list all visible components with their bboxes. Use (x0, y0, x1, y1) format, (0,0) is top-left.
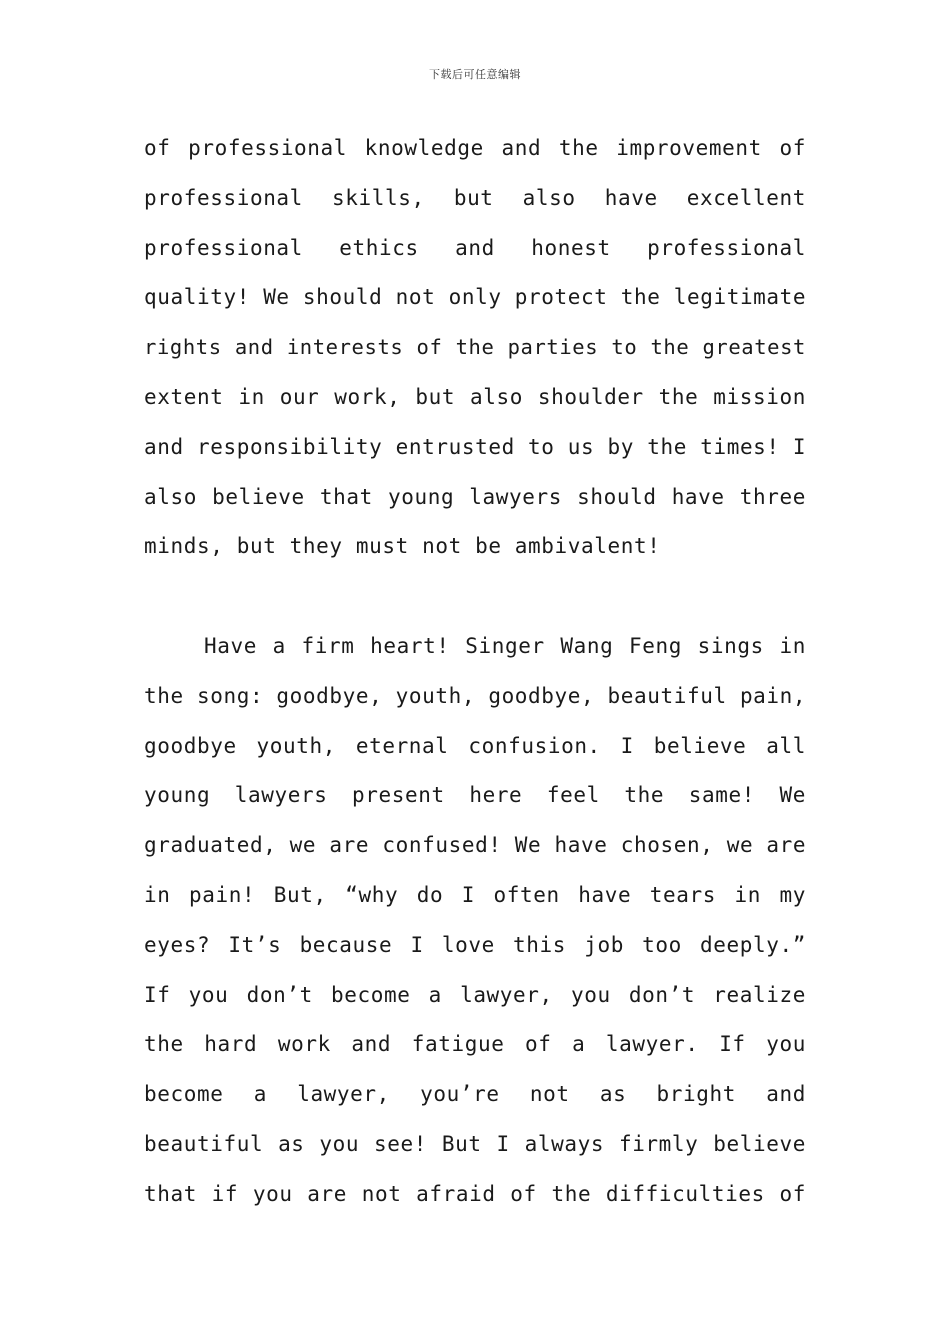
text-line: also believe that young lawyers should have three (144, 484, 806, 509)
text-line: minds, but they must not be ambivalent! (144, 534, 661, 559)
text-line: professional ethics and honest professional (144, 235, 806, 260)
text-line: eyes? It’s because I love this job too deeply.” (144, 932, 806, 957)
text-line: beautiful as you see! But I always firmly believe (144, 1131, 806, 1156)
text-line: that if you are not afraid of the difficulties of (144, 1181, 806, 1206)
paragraph-spacer (144, 572, 806, 622)
document-body (144, 124, 806, 1220)
text-line: the hard work and fatigue of a lawyer. If you (144, 1032, 806, 1057)
text-line: extent in our work, but also shoulder the mission (144, 384, 806, 409)
text-line: professional skills, but also have excellent (144, 185, 806, 210)
page-header: 下载后可任意编辑 (429, 68, 521, 81)
text-line: goodbye youth, eternal confusion. I believe all (144, 733, 806, 758)
text-line: in pain! But, “why do I often have tears in my (144, 882, 806, 907)
text-line: and responsibility entrusted to us by the times! I (144, 434, 807, 459)
paragraph-2 (144, 622, 806, 1220)
paragraph-1 (144, 124, 806, 572)
text-line: rights and interests of the parties to the greatest (144, 335, 806, 360)
text-line: the song: goodbye, youth, goodbye, beautiful pain, (144, 683, 807, 708)
text-line: quality! We should not only protect the legitimate (144, 285, 807, 310)
text-line: young lawyers present here feel the same! We (144, 783, 806, 808)
text-line: of professional knowledge and the improvement of (144, 136, 806, 160)
text-line: graduated, we are confused! We have chosen, we are (144, 833, 807, 858)
text-line: Have a firm heart! Singer Wang Feng sings in (204, 633, 806, 658)
text-line: become a lawyer, you’re not as bright and (144, 1082, 806, 1107)
text-line: If you don’t become a lawyer, you don’t realize (144, 982, 806, 1007)
